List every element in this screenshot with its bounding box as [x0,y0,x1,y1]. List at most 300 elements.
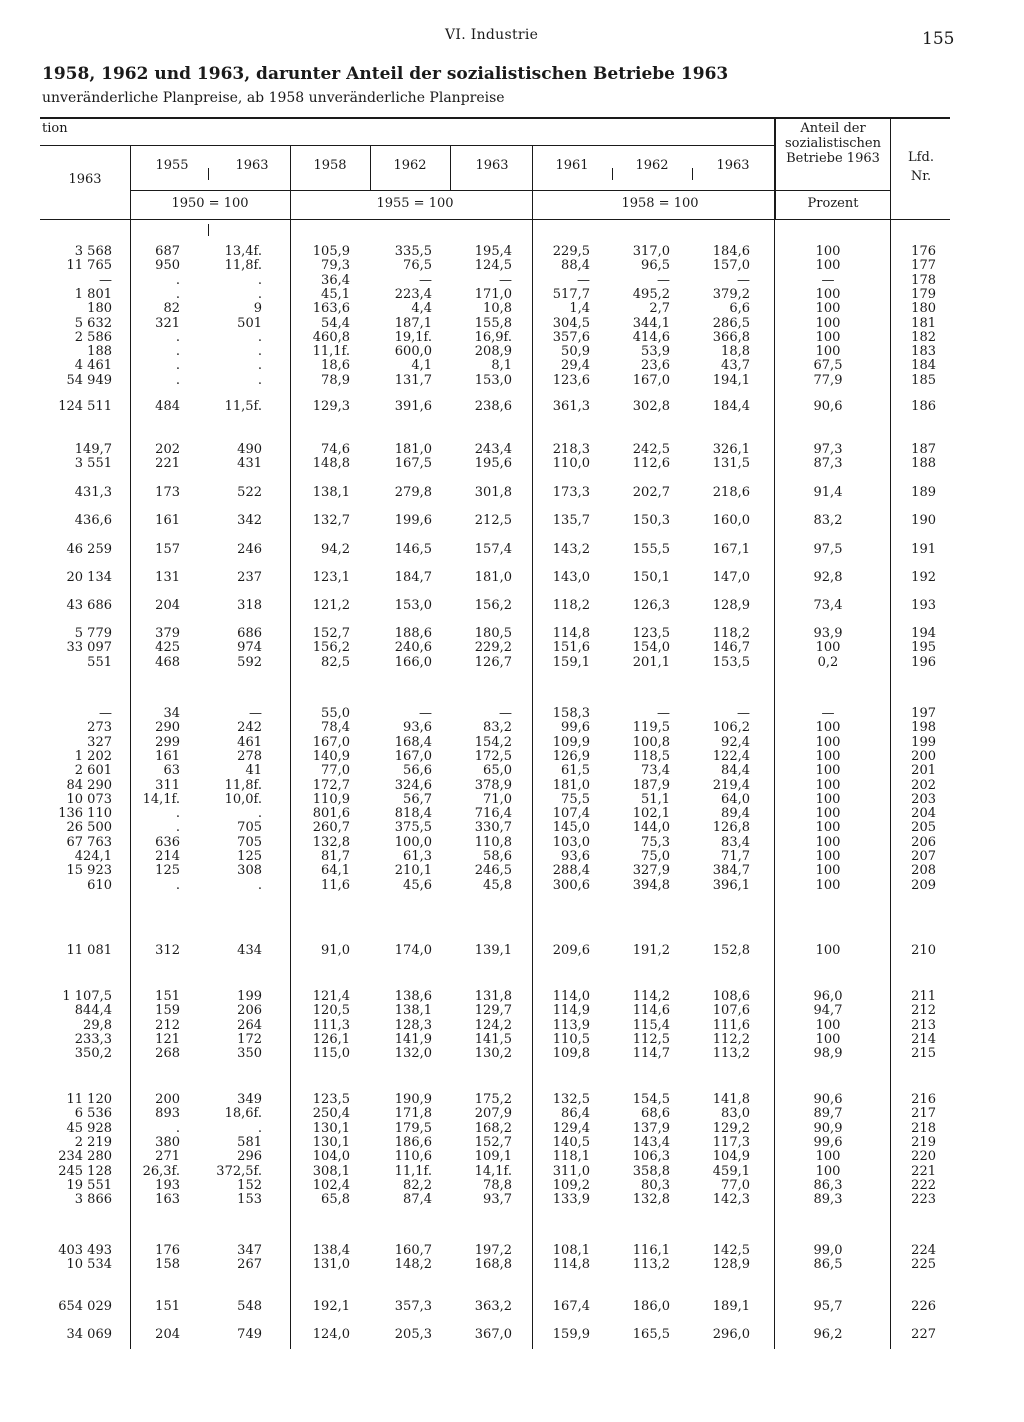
header-year-b3: 1963 [475,158,509,173]
table-cell: 67 763 [66,834,112,850]
table-cell: 123,5 [312,1092,350,1107]
table-cell: 654 029 [58,1299,112,1314]
table-cell: 132,8 [632,1192,670,1208]
table-cell: 548 [237,1299,262,1314]
table-cell: 219 [911,1134,936,1150]
table-row [0,1244,1024,1258]
table-cell: 130,1 [312,1134,350,1150]
table-cell: 152,7 [474,1134,512,1150]
table-cell: 114,8 [552,626,590,641]
table-cell: 705 [237,834,262,850]
table-cell: 216 [911,1092,936,1107]
table-row [0,1136,1024,1150]
table-cell: 96,5 [641,258,670,274]
table-cell: 103,0 [552,834,590,850]
table-cell: 97,5 [813,542,843,557]
table-cell: 157,4 [474,542,512,557]
table-cell: 152,7 [312,626,350,641]
table-cell: 26,3f. [142,1163,180,1179]
table-cell: 155,8 [474,315,512,331]
table-cell: 61,3 [403,849,432,864]
table-cell: . [257,329,262,345]
table-row [0,374,1024,388]
table-cell: 29,4 [561,358,590,374]
table-cell: 324,6 [394,777,432,793]
table-row [0,641,1024,655]
table-cell: 146,5 [394,542,432,557]
table-cell: 114,2 [632,989,670,1004]
table-cell: 384,7 [712,863,750,879]
table-cell: 431,3 [74,485,112,500]
table-cell: 11,8f. [224,777,262,793]
table-cell: 172,7 [312,777,350,793]
table-cell: 4,4 [411,301,432,317]
table-cell: 495,2 [632,286,670,302]
table-cell: — [737,272,750,288]
table-row [0,359,1024,373]
table-cell: 844,4 [74,1003,112,1019]
table-cell: 199,6 [394,513,432,528]
table-cell: 100 [815,834,841,850]
table-cell: 129,4 [552,1120,590,1136]
table-cell: 76,5 [403,258,432,274]
table-row [0,750,1024,764]
table-cell: 90,9 [813,1120,843,1136]
table-cell: 89,7 [813,1106,843,1122]
table-cell: 182 [911,329,936,345]
table-row [0,1165,1024,1179]
table-cell: 93,9 [813,626,843,641]
table-cell: 581 [237,1134,262,1150]
table-cell: 96,0 [813,989,843,1004]
table-cell: 115,0 [312,1046,350,1062]
table-cell: 153,0 [394,598,432,613]
table-cell: 716,4 [474,806,512,822]
section-heading: VI. Industrie [445,27,539,43]
table-cell: 102,4 [312,1177,350,1193]
table-cell: 110,5 [552,1031,590,1047]
table-cell: 260,7 [312,820,350,836]
table-cell: 87,3 [813,456,843,472]
table-cell: 130,1 [312,1120,350,1136]
table-cell: 129,3 [312,399,350,414]
table-cell: 36,4 [321,272,350,288]
table-cell: 11,6 [321,877,350,893]
table-cell: 100 [815,943,841,958]
table-cell: 177 [911,258,936,274]
table-cell: 171,8 [394,1106,432,1122]
table-cell: 45,1 [321,286,350,302]
table-cell: 218,3 [552,442,590,457]
table-cell: 214 [155,849,180,864]
table-cell: 63 [163,763,180,779]
table-cell: 50,9 [561,344,590,360]
table-cell: 160,0 [712,513,750,528]
table-row [0,1300,1024,1314]
table-cell: 45 928 [66,1120,112,1136]
table-cell: 159,1 [552,654,590,670]
table-cell: 77,0 [321,763,350,779]
table-cell: . [257,372,262,388]
table-cell: 147,0 [712,570,750,585]
table-cell: 434 [237,943,262,958]
table-cell: 296,0 [712,1327,750,1342]
table-cell: 288,4 [552,863,590,879]
table-cell: 187,9 [632,777,670,793]
table-cell: 77,9 [813,372,843,388]
table-cell: 61,5 [561,763,590,779]
table-cell: 159,9 [552,1327,590,1342]
table-cell: 156,2 [312,640,350,656]
table-cell: 150,3 [632,513,670,528]
table-cell: 144,0 [632,820,670,836]
table-cell: 308 [237,863,262,879]
table-cell: 221 [911,1163,936,1179]
table-cell: 193 [155,1177,180,1193]
table-cell: 151 [155,1299,180,1314]
table-cell: . [175,344,180,360]
table-row [0,1033,1024,1047]
table-cell: 100 [815,301,841,317]
table-cell: 218,6 [712,485,750,500]
table-cell: 113,9 [552,1017,590,1033]
table-row [0,1093,1024,1107]
table-cell: 242,5 [632,442,670,457]
table-cell: 84,4 [721,763,750,779]
table-cell: 86,5 [813,1257,843,1273]
table-cell: 158 [155,1257,180,1273]
table-cell: 208,9 [474,344,512,360]
table-cell: 81,7 [321,849,350,864]
table-cell: 100 [815,640,841,656]
table-cell: 138,1 [394,1003,432,1019]
table-cell: 11 765 [66,258,112,274]
table-row [0,707,1024,721]
table-cell: 171,0 [474,286,512,302]
table-cell: 246 [237,542,262,557]
table-cell: 29,8 [83,1017,112,1033]
table-cell: 149,7 [74,442,112,457]
table-cell: 180 [911,301,936,317]
table-cell: 152 [237,1177,262,1193]
table-cell: 195,6 [474,456,512,472]
table-cell: 113,2 [632,1257,670,1273]
table-cell: 94,7 [813,1003,843,1019]
table-row [0,1122,1024,1136]
table-cell: 363,2 [474,1299,512,1314]
table-cell: . [175,372,180,388]
table-cell: 279,8 [394,485,432,500]
table-row [0,1193,1024,1207]
table-cell: 23,6 [641,358,670,374]
table-cell: 93,6 [561,849,590,864]
table-cell: 229,5 [552,244,590,259]
table-cell: . [257,877,262,893]
table-cell: 43,7 [721,358,750,374]
table-cell: 100 [815,734,841,750]
table-cell: 142,3 [712,1192,750,1208]
table-cell: 18,6f. [224,1106,262,1122]
table-cell: 112,6 [632,456,670,472]
table-cell: 128,9 [712,1257,750,1273]
table-cell: 0,2 [817,654,839,670]
table-cell: 379 [155,626,180,641]
table-cell: 5 632 [74,315,112,331]
table-cell: 100 [815,720,841,736]
table-cell: 468 [155,654,180,670]
table-cell: 100,0 [394,834,432,850]
table-cell: 73,4 [813,598,843,613]
table-cell: 128,3 [394,1017,432,1033]
table-cell: 366,8 [712,329,750,345]
table-cell: 302,8 [632,399,670,414]
table-cell: 357,3 [394,1299,432,1314]
table-cell: 209,6 [552,943,590,958]
header-year-c3: 1963 [716,158,750,173]
table-cell: 89,4 [721,806,750,822]
table-cell: 19,1f. [394,329,432,345]
table-cell: 108,6 [712,989,750,1004]
table-cell: 167,0 [312,734,350,750]
table-cell: 167,1 [712,542,750,557]
table-cell: 131,8 [474,989,512,1004]
table-cell: 100 [815,244,841,259]
table-cell: 143,0 [552,570,590,585]
table-cell: 367,0 [474,1327,512,1342]
table-row [0,486,1024,500]
table-cell: 312 [155,943,180,958]
table-cell: 64,0 [721,791,750,807]
header-lfd: Lfd. [908,150,934,165]
table-cell: 10,0f. [224,791,262,807]
table-cell: 143,4 [632,1134,670,1150]
table-row [0,1179,1024,1193]
table-cell: 202 [155,442,180,457]
table-cell: 100 [815,1031,841,1047]
table-cell: — [499,272,512,288]
table-cell: 194,1 [712,372,750,388]
table-cell: 112,5 [632,1031,670,1047]
table-cell: 108,1 [552,1243,590,1258]
table-cell: 128,9 [712,598,750,613]
table-cell: 77,0 [721,1177,750,1193]
table-cell: 3 551 [74,456,112,472]
table-cell: 358,8 [632,1163,670,1179]
table-cell: 218 [911,1120,936,1136]
table-cell: 801,6 [312,806,350,822]
table-cell: 137,9 [632,1120,670,1136]
table-cell: 192,1 [312,1299,350,1314]
table-cell: 501 [237,315,262,331]
table-cell: 112,2 [712,1031,750,1047]
table-cell: 83,2 [813,513,843,528]
table-cell: 271 [155,1149,180,1165]
table-cell: 117,3 [712,1134,750,1150]
table-cell: 187 [911,442,936,457]
table-cell: 179,5 [394,1120,432,1136]
table-cell: 221 [155,456,180,472]
table-cell: 194 [911,626,936,641]
table-cell: 186,0 [632,1299,670,1314]
table-cell: 592 [237,654,262,670]
table-cell: 205 [911,820,936,836]
table-cell: . [175,272,180,288]
table-cell: 379,2 [712,286,750,302]
table-cell: 100 [815,849,841,864]
table-cell: 212 [155,1017,180,1033]
table-cell: 121,4 [312,989,350,1004]
table-cell: 208 [911,863,936,879]
table-cell: 188 [87,344,112,360]
table-cell: 110,9 [312,791,350,807]
table-cell: 104,9 [712,1149,750,1165]
table-cell: 104,0 [312,1149,350,1165]
table-cell: 109,1 [474,1149,512,1165]
table-cell: 89,3 [813,1192,843,1208]
table-cell: 461 [237,734,262,750]
table-cell: 11,8f. [224,258,262,274]
table-cell: 121 [155,1031,180,1047]
table-cell: 114,0 [552,989,590,1004]
table-cell: 204 [155,1327,180,1342]
table-cell: 92,4 [721,734,750,750]
table-cell: 118,2 [552,598,590,613]
table-cell: 183 [911,344,936,360]
table-cell: 749 [237,1327,262,1342]
table-cell: 350,2 [74,1046,112,1062]
table-cell: 118,2 [712,626,750,641]
table-row [0,245,1024,259]
table-cell: 92,8 [813,570,843,585]
table-row [0,836,1024,850]
table-cell: 20 134 [66,570,112,585]
header-year-c2: 1962 [635,158,669,173]
table-cell: 78,8 [483,1177,512,1193]
table-cell: 133,9 [552,1192,590,1208]
table-cell: 65,8 [321,1192,350,1208]
table-cell: 11 120 [66,1092,112,1107]
table-cell: 163,6 [312,301,350,317]
table-cell: 204 [911,806,936,822]
table-cell: 181,0 [394,442,432,457]
table-cell: 4,1 [411,358,432,374]
table-cell: 110,8 [474,834,512,850]
table-cell: 159 [155,1003,180,1019]
table-cell: 186 [911,399,936,414]
table-cell: 100 [815,286,841,302]
table-cell: 130,2 [474,1046,512,1062]
table-cell: 517,7 [552,286,590,302]
table-cell: 246,5 [474,863,512,879]
table-cell: 123,5 [632,626,670,641]
table-row [0,721,1024,735]
table-row [0,779,1024,793]
table-cell: 74,6 [321,442,350,457]
table-cell: 96,2 [813,1327,843,1342]
table-cell: . [257,272,262,288]
table-cell: 84 290 [66,777,112,793]
table-cell: 123,6 [552,372,590,388]
table-row [0,400,1024,414]
table-cell: 342 [237,513,262,528]
table-cell: 106,2 [712,720,750,736]
table-cell: 243,4 [474,442,512,457]
table-cell: 18,6 [321,358,350,374]
table-row [0,864,1024,878]
table-cell: 181 [911,315,936,331]
table-cell: 129,2 [712,1120,750,1136]
table-cell: 114,7 [632,1046,670,1062]
table-cell: 126,8 [712,820,750,836]
header-anteil: Anteil der sozialistischen Betriebe 1963 [784,121,881,166]
table-cell: 190,9 [394,1092,432,1107]
table-cell: 168,4 [394,734,432,750]
table-cell: 145,0 [552,820,590,836]
table-row [0,1019,1024,1033]
table-cell: 99,0 [813,1243,843,1258]
table-cell: 167,4 [552,1299,590,1314]
table-cell: 242 [237,720,262,736]
table-cell: 122,4 [712,748,750,764]
table-cell: 11,1f. [312,344,350,360]
table-cell: 173,3 [552,485,590,500]
table-cell: . [257,344,262,360]
table-cell: 431 [237,456,262,472]
table-cell: 317,0 [632,244,670,259]
table-cell: 118,1 [552,1149,590,1165]
table-cell: 705 [237,820,262,836]
table-cell: 13,4f. [224,244,262,259]
table-cell: — [99,272,112,288]
table-cell: 264 [237,1017,262,1033]
header-tion: tion [42,121,68,136]
table-cell: 414,6 [632,329,670,345]
table-cell: 131 [155,570,180,585]
table-row [0,807,1024,821]
table-cell: 201 [911,763,936,779]
table-row [0,627,1024,641]
table-row [0,274,1024,288]
table-subtitle: unveränderliche Planpreise, ab 1958 unveränderliche Planpreise [42,90,505,106]
table-cell: 278 [237,748,262,764]
table-cell: 3 866 [74,1192,112,1208]
table-cell: 100 [815,315,841,331]
table-cell: 118,5 [632,748,670,764]
table-cell: 176 [155,1243,180,1258]
table-cell: 142,5 [712,1243,750,1258]
table-cell: 68,6 [641,1106,670,1122]
header-base-b: 1955 = 100 [376,196,454,211]
table-cell: 490 [237,442,262,457]
table-cell: 223,4 [394,286,432,302]
table-row [0,443,1024,457]
table-cell: 109,8 [552,1046,590,1062]
table-cell: . [257,286,262,302]
table-cell: 974 [237,640,262,656]
table-cell: 193 [911,598,936,613]
table-cell: 141,8 [712,1092,750,1107]
table-cell: 124,2 [474,1017,512,1033]
table-cell: 175,2 [474,1092,512,1107]
table-cell: . [175,358,180,374]
table-cell: 238,6 [474,399,512,414]
table-cell: 225 [911,1257,936,1273]
table-cell: 172,5 [474,748,512,764]
table-cell: 204 [155,598,180,613]
table-cell: . [175,286,180,302]
table-cell: 99,6 [561,720,590,736]
table-cell: 115,4 [632,1017,670,1033]
